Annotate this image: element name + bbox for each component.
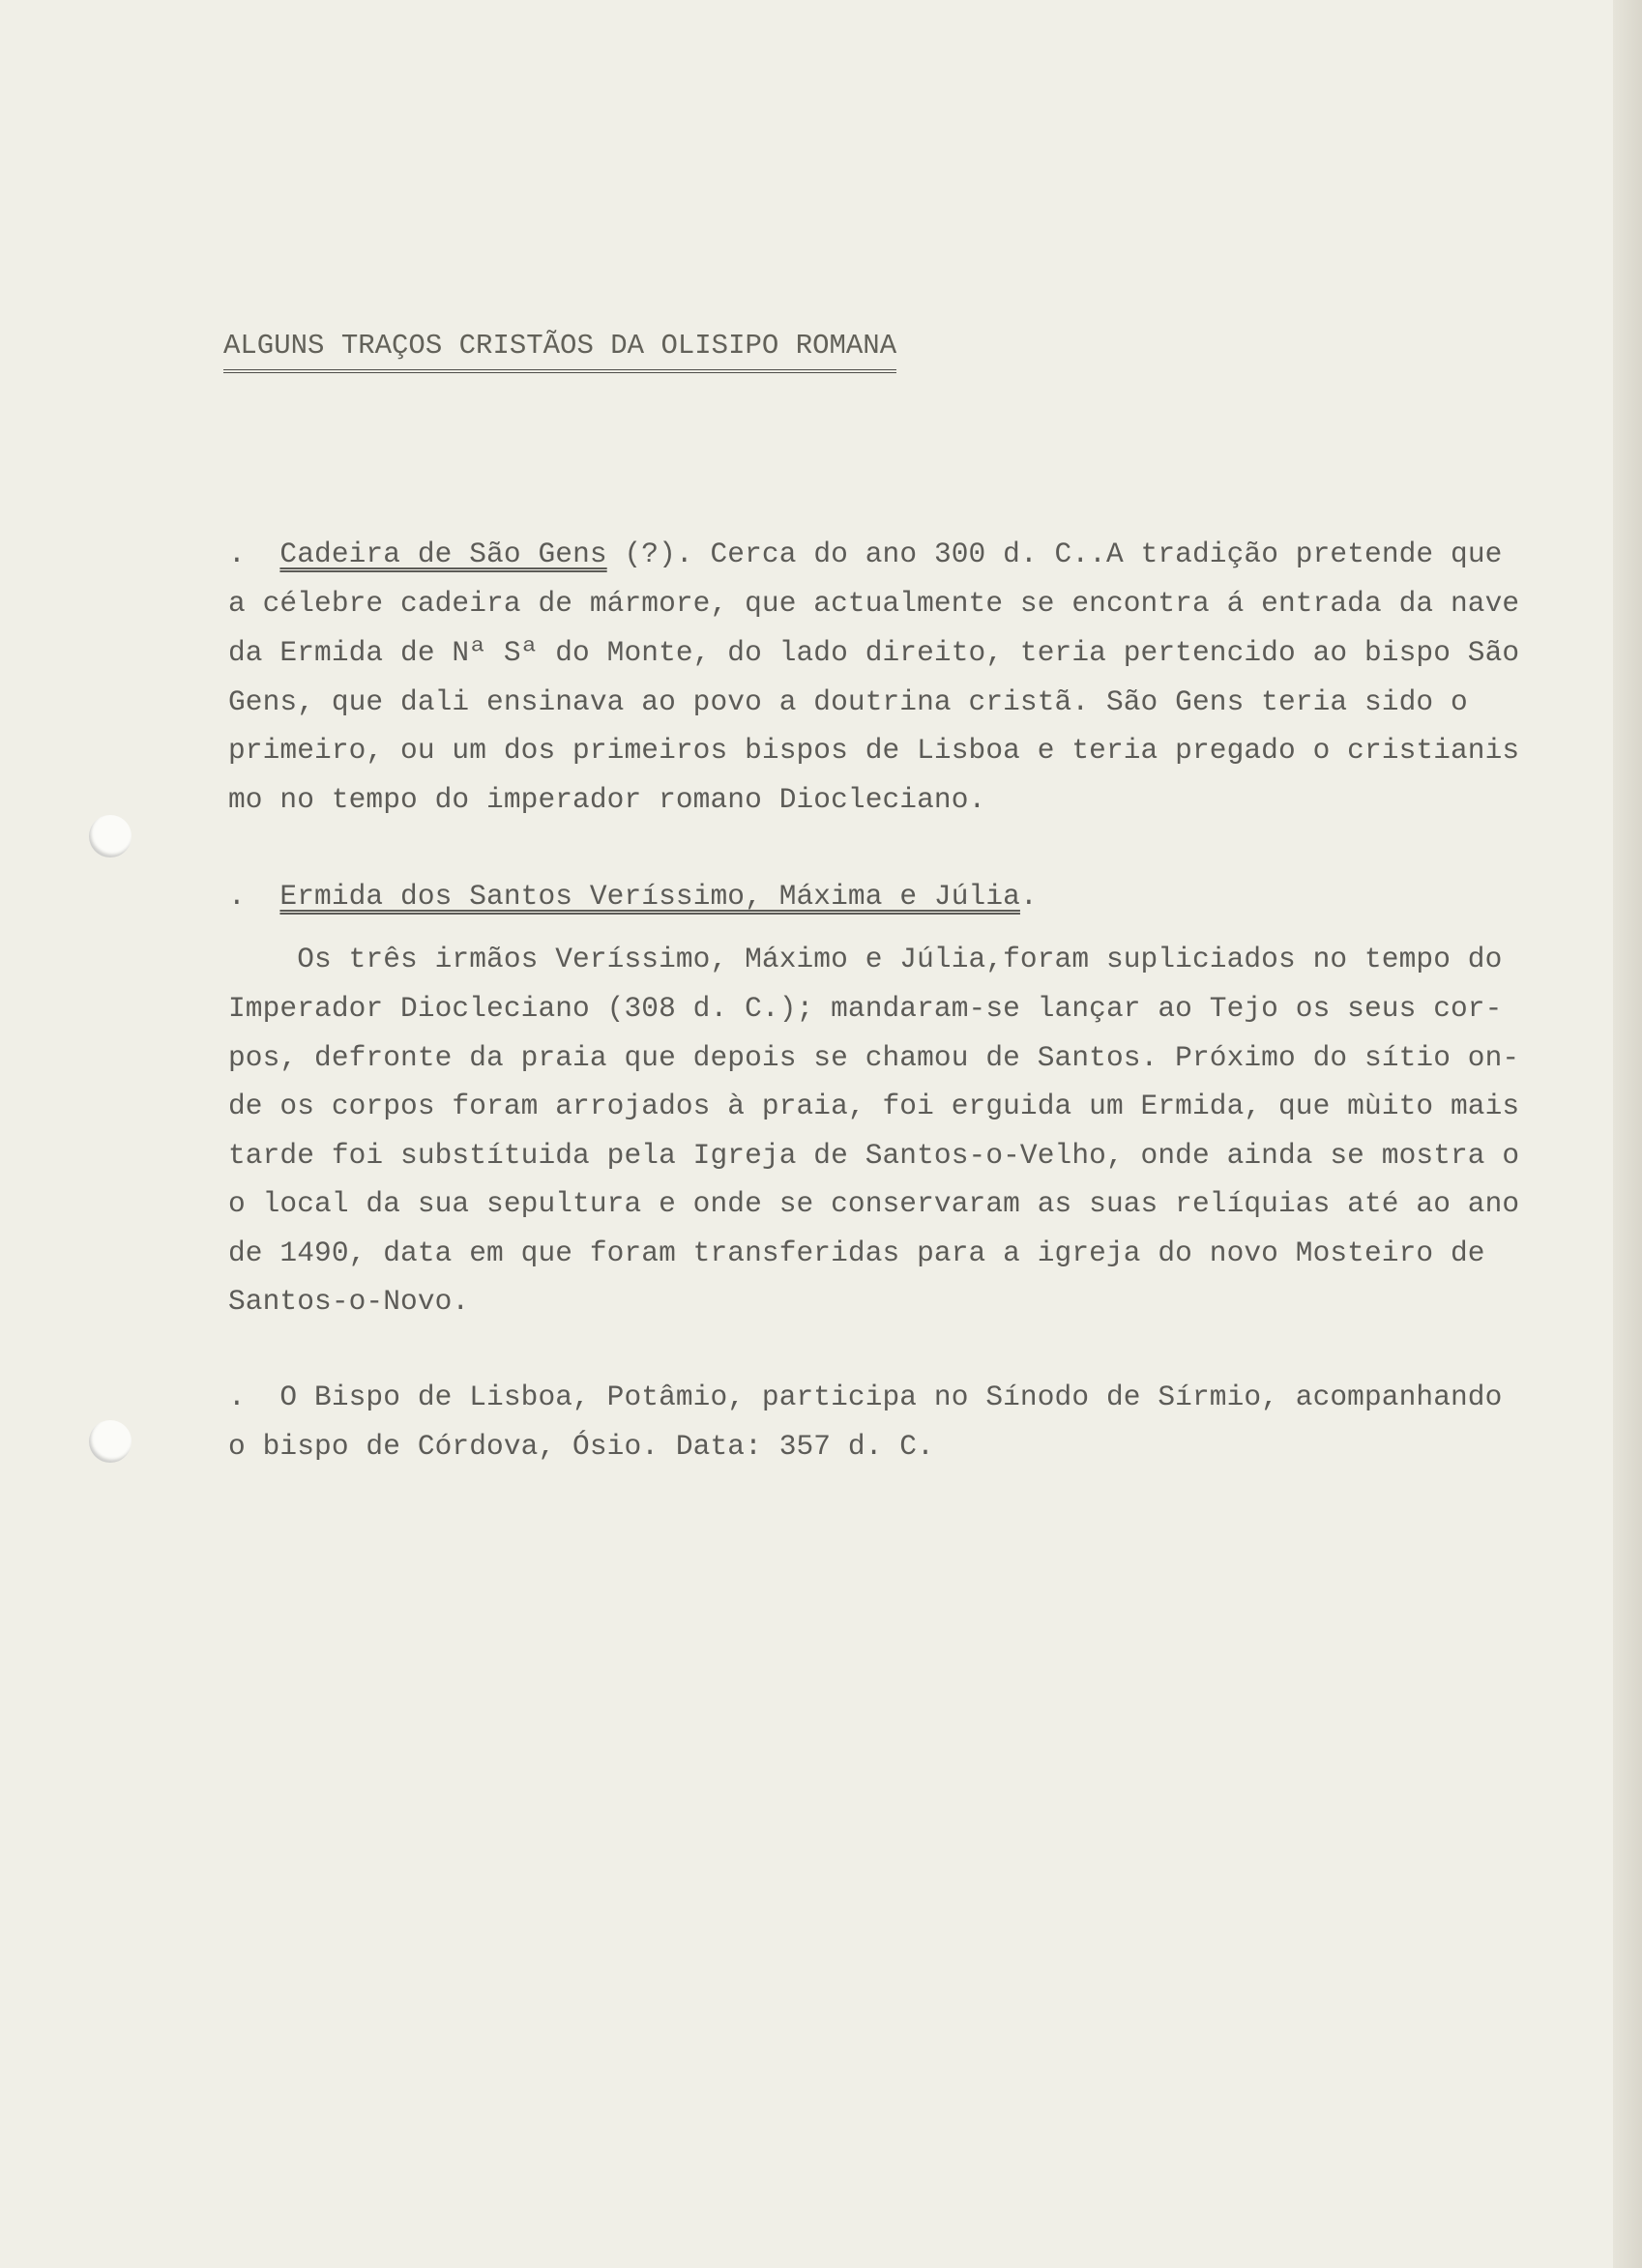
text-line: da Ermida de Nª Sª do Monte, do lado direito, teria pertencido ao bispo São <box>228 636 1520 669</box>
text-line: o bispo de Córdova, Ósio. Data: 357 d. C. <box>228 1430 934 1463</box>
punch-hole <box>89 815 132 858</box>
bullet: . <box>228 880 246 913</box>
section1-heading: Cadeira de São Gens <box>279 538 607 570</box>
page-title: ALGUNS TRAÇOS CRISTÃOS DA OLISIPO ROMANA <box>223 329 896 373</box>
bullet: . <box>228 538 246 570</box>
section2-heading-rest: . <box>1019 880 1038 913</box>
punch-hole <box>89 1420 132 1463</box>
text-line: Santos-o-Novo. <box>228 1285 470 1318</box>
section2-heading-line <box>228 879 1038 914</box>
text-line: pos, defronte da praia que depois se chamou de Santos. Próximo do sítio on- <box>228 1041 1520 1074</box>
text-line: primeiro, ou um dos primeiros bispos de Lisboa e teria pregado o cristianis <box>228 734 1520 767</box>
paper-edge <box>1613 0 1642 2268</box>
text-line: tarde foi substítuida pela Igreja de Santos-o-Velho, onde ainda se mostra o <box>228 1139 1520 1172</box>
section1-heading-line <box>228 537 1502 571</box>
text-line: Os três irmãos Veríssimo, Máximo e Júlia,foram supliciados no tempo do <box>228 943 1503 975</box>
text-line: . O Bispo de Lisboa, Potâmio, participa no Sínodo de Sírmio, acompanhando <box>228 1381 1503 1413</box>
section1-heading-rest: (?). Cerca do ano 300 d. C..A tradição pretende que <box>606 538 1503 570</box>
text-line: Imperador Diocleciano (308 d. C.); mandaram-se lançar ao Tejo os seus cor- <box>228 992 1503 1025</box>
section2-heading: Ermida dos Santos Veríssimo, Máxima e Júlia <box>279 880 1020 913</box>
text-line: Gens, que dali ensinava ao povo a doutrina cristã. São Gens teria sido o <box>228 685 1468 718</box>
text-line: de 1490, data em que foram transferidas para a igreja do novo Mosteiro de <box>228 1236 1485 1269</box>
text-line: mo no tempo do imperador romano Diocleciano. <box>228 783 986 816</box>
text-line: o local da sua sepultura e onde se conservaram as suas relíquias até ao ano <box>228 1187 1520 1220</box>
text-line: a célebre cadeira de mármore, que actualmente se encontra á entrada da nave <box>228 587 1520 620</box>
text-line: de os corpos foram arrojados à praia, foi erguida um Ermida, que mùito mais <box>228 1090 1520 1122</box>
